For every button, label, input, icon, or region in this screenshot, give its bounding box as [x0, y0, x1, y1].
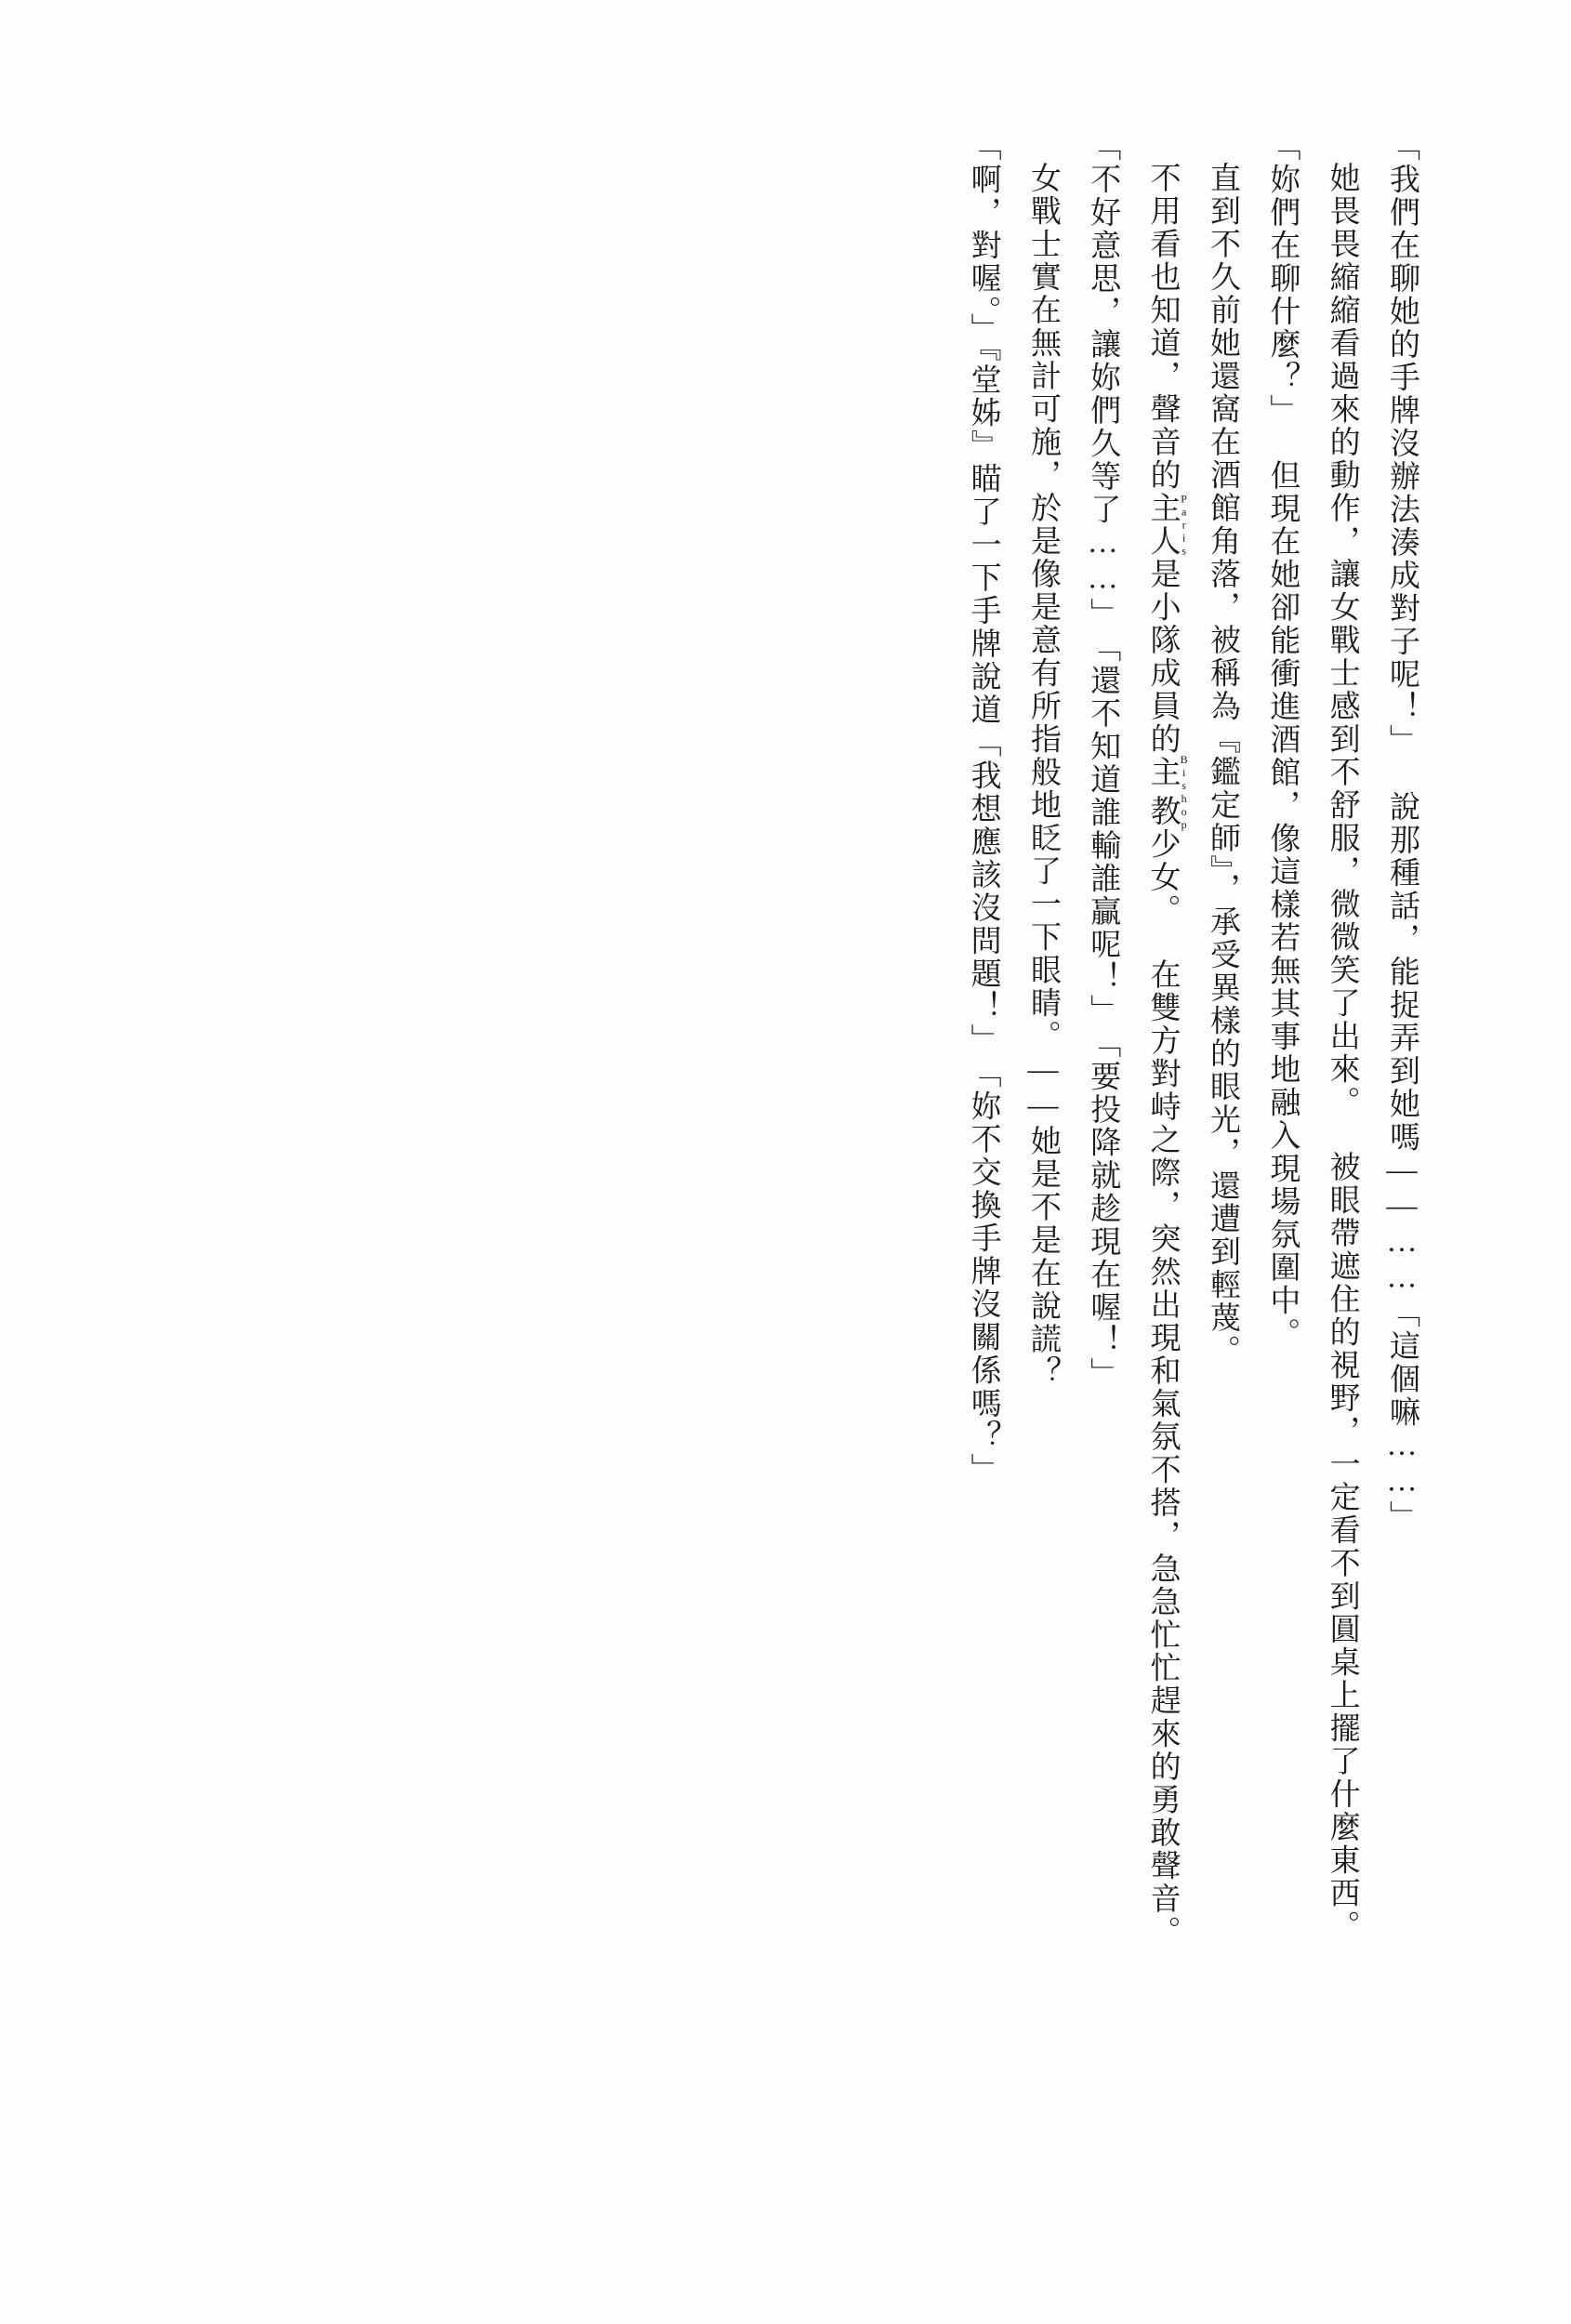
paragraph: 她畏畏縮縮看過來的動作，讓女戰士感到不舒服，微微笑了出來。	[1325, 162, 1359, 1119]
paragraph: 在雙方對峙之際，突然出現和氣氛不搭，急急忙忙趕來的勇敢聲音。	[1145, 958, 1180, 1948]
ruby-reading: Paris	[1177, 492, 1191, 558]
paragraph: 「妳們在聊什麼？」	[1265, 130, 1300, 428]
paragraph: ——她是不是在說謊？	[1025, 1052, 1060, 1389]
paragraph: 說那種話，能捉弄到她嗎——……	[1385, 757, 1419, 1297]
paragraph: 但現在她卻能衝進酒館，像這樣若無其事地融入現場氛圍中。	[1265, 458, 1300, 1350]
page-text-body	[139, 130, 1432, 2157]
paragraph: 直到不久前她還窩在酒館角落，被稱為『鑑定師』，承受異樣的眼光，還遭到輕蔑。	[1205, 162, 1239, 1367]
ruby-paris: 主人Paris	[1145, 492, 1191, 558]
paragraph: 被眼帶遮住的視野，一定看不到圓桌上擺了什麼東西。	[1325, 1150, 1359, 1943]
paragraph: 「要投降就趁現在喔！」	[1086, 1026, 1120, 1390]
paragraph-with-ruby: 不用看也知道，聲音的主人Paris是小隊成員的主教Bishop少女。	[1145, 162, 1191, 927]
ruby-bishop: 主教Bishop	[1145, 752, 1191, 831]
paragraph: 「不好意思，讓妳們久等了……」	[1086, 130, 1120, 631]
paragraph: 「啊，對喔。」『堂姊』瞄了一下手牌說道「我想應該沒問題！」	[966, 130, 1000, 1057]
paragraph: 「我們在聊她的手牌沒辦法湊成對子呢！」	[1385, 130, 1419, 758]
ruby-reading: Bishop	[1177, 752, 1191, 831]
paragraph: 「妳不交換手牌沒關係嗎？」	[966, 1056, 1000, 1486]
paragraph: 「還不知道誰輸誰贏呢！」	[1086, 630, 1120, 1027]
paragraph: 女戰士實在無計可施，於是像是意有所指般地眨了一下眼睛。	[1025, 162, 1060, 1053]
paragraph: 「這個嘛……」	[1385, 1296, 1419, 1533]
